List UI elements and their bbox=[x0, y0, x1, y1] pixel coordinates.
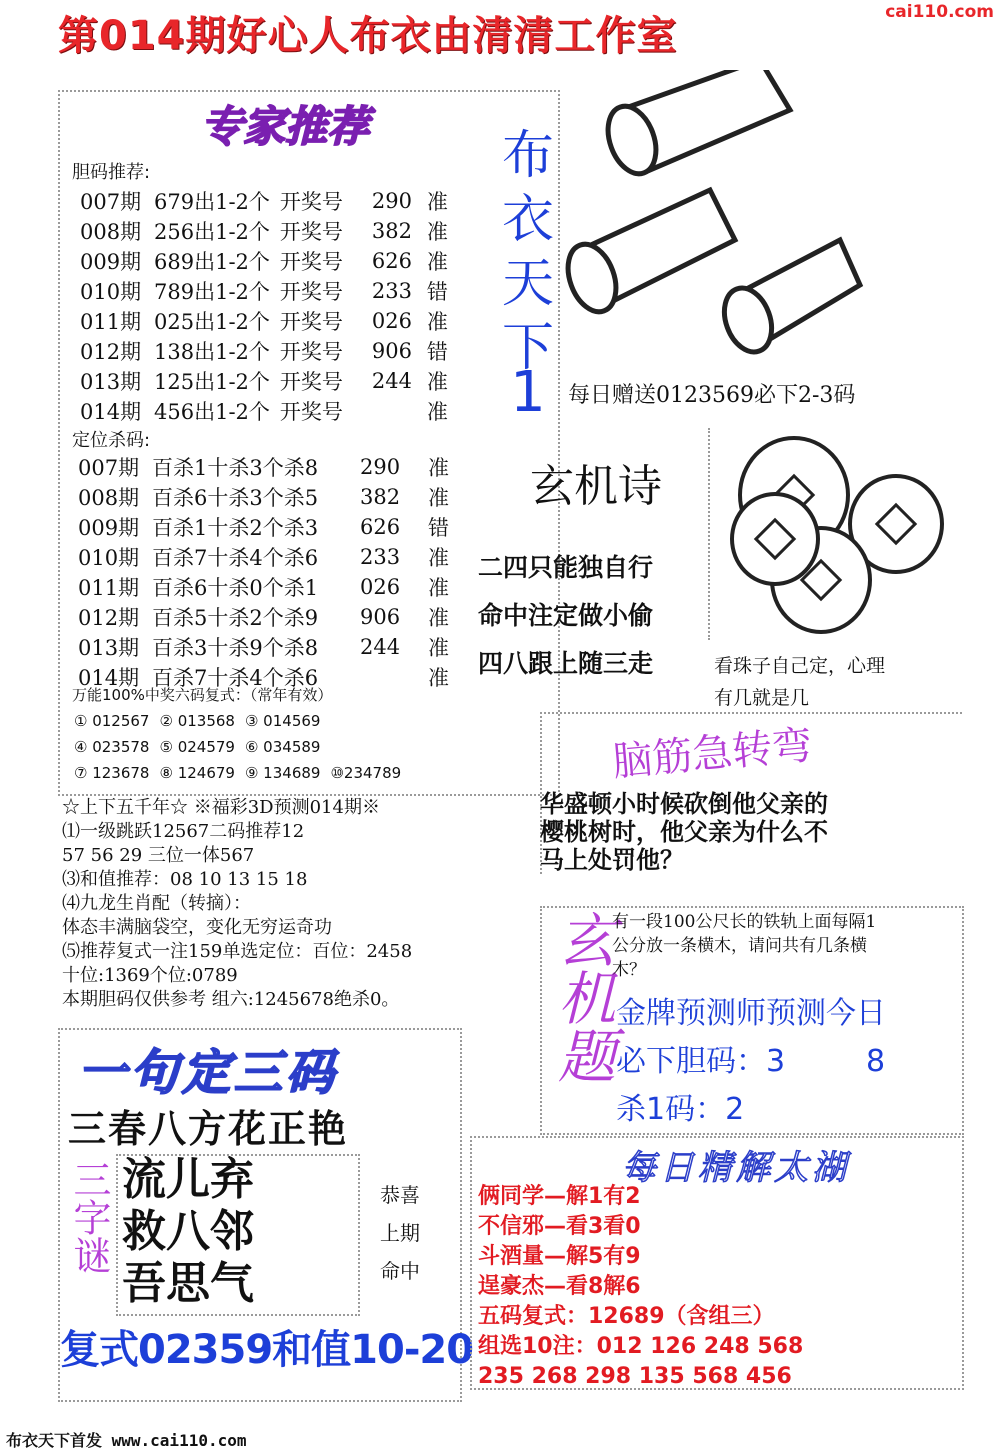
footer-text[interactable]: 布衣天下首发 www.cai110.com bbox=[6, 1431, 247, 1450]
wuqian-line: ⑸推荐复式一注159单选定位：百位：2458 bbox=[62, 941, 413, 962]
poem-lines bbox=[478, 544, 653, 688]
poem-line: 命中注定做小偷 bbox=[478, 601, 654, 630]
coins-illustration bbox=[708, 428, 960, 640]
sanzi-line: 流儿弃 bbox=[122, 1154, 254, 1205]
predict-dan bbox=[616, 1036, 885, 1080]
question-line: 木？ bbox=[612, 960, 646, 980]
dan-code-label: 必下胆码： bbox=[616, 1044, 766, 1079]
taihu-line: 逞豪杰—看8解6 bbox=[478, 1274, 641, 1299]
riddle-line: 樱桃树时，他父亲为什么不 bbox=[540, 818, 828, 846]
kill-label: 定位杀码: bbox=[72, 430, 151, 451]
predict-title: 金牌预测师预测今日 bbox=[616, 996, 886, 1031]
xuanji-vertical: 玄机题 bbox=[548, 910, 616, 1084]
dan-code-b: 8 bbox=[866, 1044, 886, 1079]
kill-code-value: 2 bbox=[725, 1092, 745, 1127]
table-row: 012期 百杀5十杀2个杀9 906 准 bbox=[78, 605, 449, 630]
wuqian-line: 57 56 29 三位一体567 bbox=[62, 845, 255, 866]
site-url-top[interactable]: cai110.com bbox=[885, 2, 994, 22]
page-title: 第014期好心人布衣由清清工作室 bbox=[58, 13, 678, 59]
table-row: ④ 023578 ⑤ 024579 ⑥ 034589 bbox=[74, 738, 321, 756]
wuqian-line: ⑶和值推荐：08 10 13 15 18 bbox=[62, 869, 308, 890]
table-row: 013期 125出1-2个 开奖号 244 准 bbox=[80, 369, 448, 394]
table-row: 009期 百杀1十杀2个杀3 626 错 bbox=[78, 515, 449, 540]
taihu-line: 组选10注：012 126 248 568 bbox=[478, 1334, 804, 1359]
table-row: 010期 789出1-2个 开奖号 233 错 bbox=[80, 279, 448, 304]
table-row: 007期 百杀1十杀3个杀8 290 准 bbox=[78, 455, 449, 480]
wuqian-block bbox=[62, 796, 412, 1012]
question-line: 有一段100公尺长的铁轨上面每隔1 bbox=[612, 912, 877, 932]
wuqian-line: 本期胆码仅供参考 组六:1245678绝杀0。 bbox=[62, 989, 400, 1010]
gift-text: 每日赠送0123569必下2-3码 bbox=[568, 383, 856, 408]
sanzi-line: 救八邻 bbox=[122, 1206, 254, 1257]
table-row: 011期 025出1-2个 开奖号 026 准 bbox=[80, 309, 448, 334]
poem-note-line: 有几就是几 bbox=[714, 687, 810, 709]
table-row: 014期 百杀7十杀4个杀6 准 bbox=[78, 666, 449, 690]
table-row: 012期 138出1-2个 开奖号 906 错 bbox=[80, 339, 448, 364]
question-line: 公分放一条横木，请问共有几条横 bbox=[612, 936, 867, 956]
wanneng-label: 万能100%中奖六码复式：（常年有效） bbox=[72, 686, 333, 704]
taihu-line: 五码复式：12689（含组三） bbox=[478, 1304, 775, 1329]
wuqian-line: ⑷九龙生肖配（转摘）： bbox=[62, 893, 251, 914]
table-row: 014期 456出1-2个 开奖号 准 bbox=[80, 400, 448, 424]
cylinder-illustration bbox=[560, 70, 890, 370]
kill-code-label: 杀1码： bbox=[616, 1092, 726, 1127]
congrats-line: 恭喜 bbox=[380, 1183, 420, 1207]
taihu-line: 235 268 298 135 568 456 bbox=[478, 1364, 792, 1389]
sanzi-lines bbox=[122, 1154, 254, 1310]
riddle-line: 华盛顿小时候砍倒他父亲的 bbox=[540, 790, 828, 818]
taihu-line: 俩同学—解1有2 bbox=[478, 1184, 641, 1209]
budao-vertical-text: 布衣天下 bbox=[501, 126, 554, 378]
riddle-text bbox=[540, 790, 828, 874]
budao-number: 1 bbox=[510, 360, 546, 425]
table-row: 008期 256出1-2个 开奖号 382 准 bbox=[80, 219, 448, 244]
table-row: ⑦ 123678 ⑧ 124679 ⑨ 134689 ⑩234789 bbox=[74, 764, 402, 782]
taihu-line: 斗酒量—解5有9 bbox=[478, 1244, 641, 1269]
poem-note bbox=[714, 650, 885, 714]
wuqian-line: 体态丰满脑袋空，变化无穷运奇功 bbox=[62, 917, 332, 938]
dan-code-a: 3 bbox=[766, 1044, 786, 1079]
congrats-text bbox=[380, 1176, 420, 1290]
congrats-line: 命中 bbox=[380, 1259, 420, 1283]
table-row: 008期 百杀6十杀3个杀5 382 准 bbox=[78, 485, 449, 510]
riddle-line: 马上处罚他？ bbox=[540, 846, 684, 874]
xuanji-question bbox=[612, 910, 876, 982]
poem-line: 二四只能独自行 bbox=[478, 553, 654, 582]
table-row: 009期 689出1-2个 开奖号 626 准 bbox=[80, 249, 448, 274]
table-row: 010期 百杀7十杀4个杀6 233 准 bbox=[78, 545, 449, 570]
table-row: 007期 679出1-2个 开奖号 290 准 bbox=[80, 189, 448, 214]
expert-heading: 专家推荐 bbox=[200, 102, 369, 151]
codes-table bbox=[74, 708, 411, 786]
sanzi-line: 吾思气 bbox=[122, 1258, 254, 1309]
table-row: ① 012567 ② 013568 ③ 014569 bbox=[74, 712, 321, 730]
table-row: 013期 百杀3十杀9个杀8 244 准 bbox=[78, 635, 449, 660]
riddle-heading: 脑筋急转弯 bbox=[610, 722, 814, 786]
dan-table bbox=[80, 186, 458, 426]
predict-kill bbox=[616, 1084, 744, 1128]
yiju-sentence: 三春八方花正艳 bbox=[68, 1107, 349, 1151]
poem-title: 玄机诗 bbox=[530, 461, 662, 512]
congrats-line: 上期 bbox=[380, 1221, 420, 1245]
wuqian-line: ☆上下五千年☆ ※福彩3D预测014期※ bbox=[62, 797, 380, 818]
poem-line: 四八跟上随三走 bbox=[478, 649, 654, 678]
taihu-lines bbox=[478, 1182, 803, 1392]
kill-table bbox=[78, 452, 459, 692]
fushi-text: 复式02359和值10-20 bbox=[60, 1327, 474, 1373]
wuqian-line: ⑴一级跳跃12567二码推荐12 bbox=[62, 821, 305, 842]
taihu-heading: 每日精解太湖 bbox=[622, 1148, 850, 1188]
wuqian-line: 十位:1369个位:0789 bbox=[62, 965, 238, 986]
table-row: 011期 百杀6十杀0个杀1 026 准 bbox=[78, 575, 449, 600]
taihu-line: 不信邪—看3看0 bbox=[478, 1214, 641, 1239]
dan-label: 胆码推荐: bbox=[72, 162, 151, 183]
poem-note-line: 看珠子自己定，心理 bbox=[714, 655, 886, 677]
yiju-heading: 一句定三码 bbox=[78, 1045, 339, 1101]
sanzi-vertical: 三字谜 bbox=[67, 1160, 111, 1274]
